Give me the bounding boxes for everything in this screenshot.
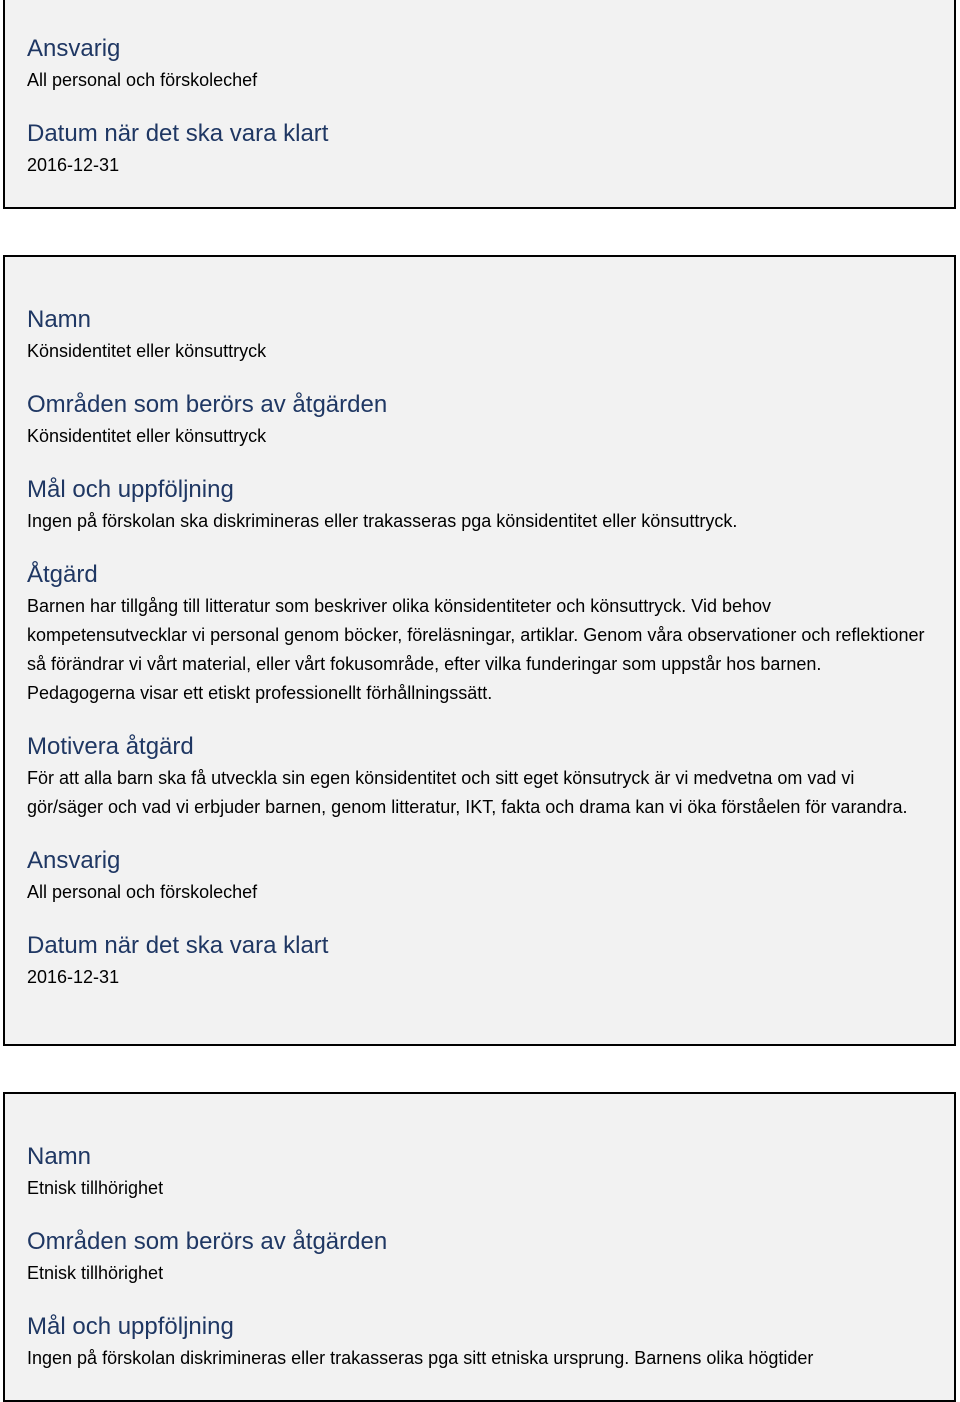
date-label: Datum när det ska vara klart [27, 120, 329, 147]
responsible-field [27, 844, 932, 907]
name-label: Namn [27, 306, 92, 333]
date-label: Datum när det ska vara klart [27, 932, 329, 959]
date-field [27, 117, 932, 180]
action-field [27, 558, 932, 708]
motivate-label: Motivera åtgärd [27, 733, 194, 760]
date-value: 2016-12-31 [27, 155, 120, 175]
name-value: Könsidentitet eller könsuttryck [27, 341, 267, 361]
motivate-field [27, 730, 932, 822]
areas-label: Områden som berörs av åtgärden [27, 391, 388, 418]
goal-value: Ingen på förskolan ska diskrimineras eller trakasseras pga könsidentitet eller könsuttryck. [27, 511, 738, 531]
responsible-label: Ansvarig [27, 847, 121, 874]
motivate-value: För att alla barn ska få utveckla sin egen könsidentitet och sitt eget könsutryck är vi medvetna om vad vi gör/säger och vad vi erbjuder barnen, genom litteratur, IKT, fakta och drama kan vi öka förståelen för varandra. [27, 768, 908, 817]
section-box-ethnicity [3, 1092, 956, 1402]
section-box-previous [3, 0, 956, 209]
goal-value: Ingen på förskolan diskrimineras eller trakasseras pga sitt etniska ursprung. Barnens olika högtider [27, 1348, 814, 1368]
goal-field [27, 1310, 932, 1373]
name-field [27, 303, 932, 366]
responsible-value: All personal och förskolechef [27, 70, 258, 90]
areas-value: Etnisk tillhörighet [27, 1263, 164, 1283]
responsible-field [27, 32, 932, 95]
areas-value: Könsidentitet eller könsuttryck [27, 426, 267, 446]
section-box-gender-identity [3, 255, 956, 1046]
date-field [27, 929, 932, 992]
goal-label: Mål och uppföljning [27, 476, 234, 503]
name-value: Etnisk tillhörighet [27, 1178, 164, 1198]
responsible-value: All personal och förskolechef [27, 882, 258, 902]
goal-field [27, 473, 932, 536]
areas-label: Områden som berörs av åtgärden [27, 1228, 388, 1255]
name-field [27, 1140, 932, 1203]
name-label: Namn [27, 1143, 92, 1170]
date-value: 2016-12-31 [27, 967, 120, 987]
areas-field [27, 388, 932, 451]
action-value: Barnen har tillgång till litteratur som beskriver olika könsidentiteter och könsuttryck. Vid behov kompetensutvecklar vi personal genom böcker, föreläsningar, artiklar. Genom våra observationer och reflektioner så förändrar vi vårt material, eller vårt fokusområde, efter vilka funderingar som uppstår hos barnen. Pedagogerna visar ett etiskt professionellt förhållningssätt. [27, 596, 930, 703]
responsible-label: Ansvarig [27, 35, 121, 62]
goal-label: Mål och uppföljning [27, 1313, 234, 1340]
action-label: Åtgärd [27, 561, 98, 588]
areas-field [27, 1225, 932, 1288]
